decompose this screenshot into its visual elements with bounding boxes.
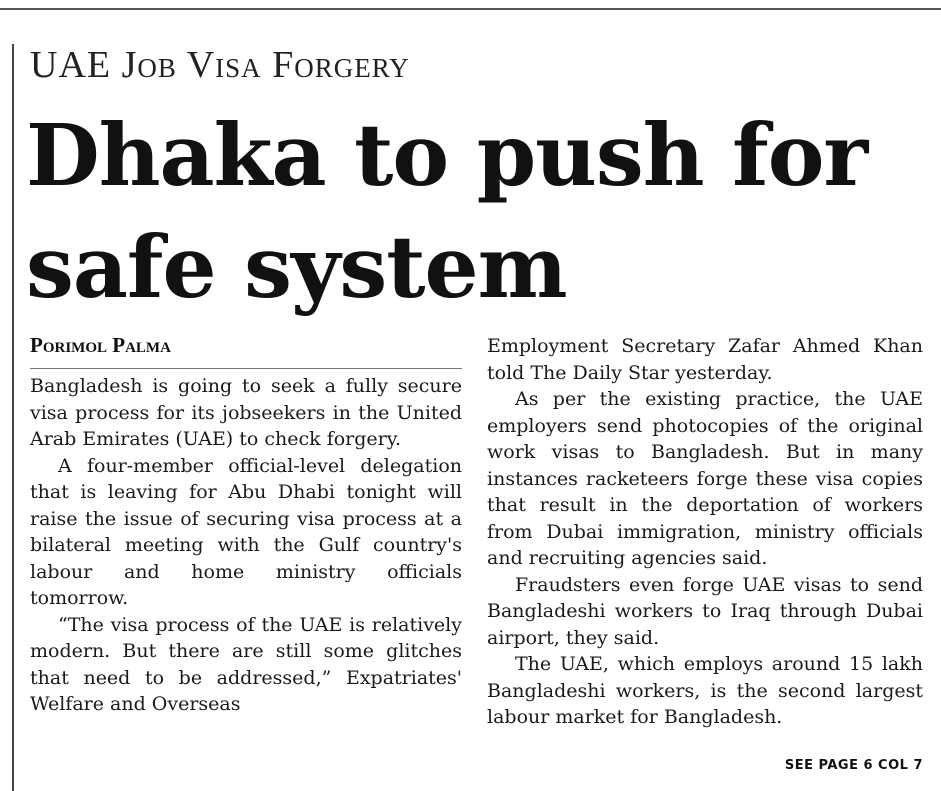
continuation-jump: SEE PAGE 6 COL 7 xyxy=(784,758,923,773)
kicker: UAE Job Visa Forgery xyxy=(30,44,410,86)
article-column-right xyxy=(487,333,923,731)
paragraph: Bangladesh is going to seek a fully secure visa process for its jobseekers in the United Arab Emirates (UAE) to check forgery. xyxy=(30,375,462,450)
article-column-left xyxy=(30,373,462,718)
top-rule xyxy=(0,8,941,10)
paragraph: A four-member official-level delegation that is leaving for Abu Dhabi tonight will raise the issue of securing visa process at a bilateral meeting with the Gulf country's labour and home ministry officials tomorrow. xyxy=(30,454,462,609)
paragraph: Fraudsters even forge UAE visas to send Bangladeshi workers to Iraq through Dubai airport, they said. xyxy=(487,573,923,649)
left-column-rule xyxy=(12,44,14,791)
paragraph: As per the existing practice, the UAE employers send photocopies of the original work visas to Bangladesh. But in many instances racketeers forge these visa copies that result in the deportation of workers from Dubai immigration, ministry officials and recruiting agencies said. xyxy=(487,388,923,569)
paragraph: “The visa process of the UAE is relatively modern. But there are still some glitches that need to be addressed,” Expatriates' Welfare and Overseas xyxy=(30,613,462,715)
byline: Porimol Palma xyxy=(30,334,462,369)
headline: Dhaka to push for safe system xyxy=(26,106,868,318)
paragraph: Employment Secretary Zafar Ahmed Khan told The Daily Star yesterday. xyxy=(487,335,923,384)
paragraph: The UAE, which employs around 15 lakh Bangladeshi workers, is the second largest labour market for Bangladesh. xyxy=(487,653,923,728)
